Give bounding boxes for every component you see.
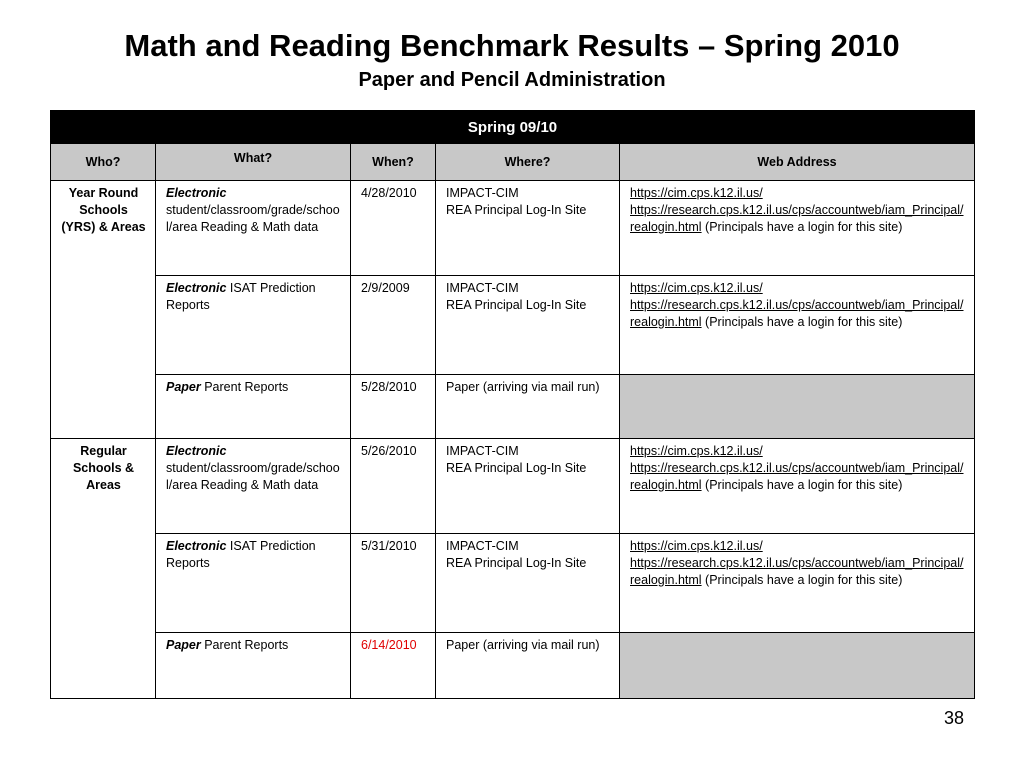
where-cell [436, 276, 620, 375]
what-cell [156, 276, 351, 375]
where-cell [436, 181, 620, 276]
cim-link[interactable]: https://cim.cps.k12.il.us/ [630, 186, 763, 200]
table-row [51, 439, 975, 534]
col-header-who: Who? [51, 144, 156, 181]
web-address-cell [620, 181, 975, 276]
what-cell [156, 375, 351, 439]
web-address-empty-cell [620, 633, 975, 699]
cim-link[interactable]: https://cim.cps.k12.il.us/ [630, 444, 763, 458]
season-label: Spring 09/10 [51, 111, 975, 144]
slide-title: Math and Reading Benchmark Results – Spring 2010 [124, 28, 900, 63]
where-line: REA Principal Log-In Site [446, 461, 587, 475]
who-cell: Regular Schools & Areas [51, 439, 156, 699]
web-note: (Principals have a login for this site) [701, 478, 903, 492]
where-cell [436, 439, 620, 534]
where-cell [436, 534, 620, 633]
when-cell: 5/31/2010 [351, 534, 436, 633]
web-note: (Principals have a login for this site) [701, 315, 903, 329]
what-type: Electronic [166, 281, 227, 295]
rea-login-link[interactable]: https://research.cps.k12.il.us/cps/accountweb/iam_Principal/realogin.html [630, 203, 964, 234]
table-row [51, 276, 975, 375]
rea-login-link[interactable]: https://research.cps.k12.il.us/cps/accountweb/iam_Principal/realogin.html [630, 461, 964, 492]
who-cell: Year Round Schools (YRS) & Areas [51, 181, 156, 439]
what-type: Paper [166, 380, 201, 394]
rea-login-link[interactable]: https://research.cps.k12.il.us/cps/accountweb/iam_Principal/realogin.html [630, 556, 964, 587]
web-note: (Principals have a login for this site) [701, 220, 903, 234]
where-line: REA Principal Log-In Site [446, 203, 587, 217]
cim-link[interactable]: https://cim.cps.k12.il.us/ [630, 539, 763, 553]
what-description: student/classroom/grade/school/area Reading & Math data [166, 203, 340, 234]
where-line: REA Principal Log-In Site [446, 556, 587, 570]
what-type: Electronic [166, 444, 227, 458]
when-cell: 5/28/2010 [351, 375, 436, 439]
what-cell [156, 181, 351, 276]
when-cell: 2/9/2009 [351, 276, 436, 375]
table-row [51, 534, 975, 633]
table-row [51, 181, 975, 276]
what-type: Electronic [166, 186, 227, 200]
what-type: Electronic [166, 539, 227, 553]
col-header-where: Where? [436, 144, 620, 181]
what-description: Parent Reports [200, 380, 289, 394]
table-row [51, 633, 975, 699]
benchmark-results-table [50, 110, 975, 699]
where-line: IMPACT-CIM [446, 186, 519, 200]
web-address-cell [620, 439, 975, 534]
web-address-empty-cell [620, 375, 975, 439]
what-description: ISAT Prediction Reports [166, 281, 316, 312]
where-line: IMPACT-CIM [446, 444, 519, 458]
when-cell: 5/26/2010 [351, 439, 436, 534]
col-header-when: When? [351, 144, 436, 181]
where-cell: Paper (arriving via mail run) [436, 633, 620, 699]
col-header-web-address: Web Address [620, 144, 975, 181]
where-cell: Paper (arriving via mail run) [436, 375, 620, 439]
table-row [51, 375, 975, 439]
web-address-cell [620, 276, 975, 375]
column-header-row [51, 144, 975, 181]
page-number: 38 [943, 708, 964, 728]
cim-link[interactable]: https://cim.cps.k12.il.us/ [630, 281, 763, 295]
where-line: IMPACT-CIM [446, 539, 519, 553]
where-line: REA Principal Log-In Site [446, 298, 587, 312]
what-cell [156, 439, 351, 534]
slide-subtitle: Paper and Pencil Administration [358, 69, 666, 91]
web-address-cell [620, 534, 975, 633]
col-header-what: What? [156, 144, 351, 181]
season-header-row [51, 111, 975, 144]
when-cell: 4/28/2010 [351, 181, 436, 276]
what-description: student/classroom/grade/school/area Reading & Math data [166, 461, 340, 492]
what-cell [156, 534, 351, 633]
what-type: Paper [166, 638, 201, 652]
where-line: IMPACT-CIM [446, 281, 519, 295]
rea-login-link[interactable]: https://research.cps.k12.il.us/cps/accountweb/iam_Principal/realogin.html [630, 298, 964, 329]
when-cell-highlighted: 6/14/2010 [351, 633, 436, 699]
what-description: ISAT Prediction Reports [166, 539, 316, 570]
web-note: (Principals have a login for this site) [701, 573, 903, 587]
what-cell [156, 633, 351, 699]
what-description: Parent Reports [200, 638, 289, 652]
